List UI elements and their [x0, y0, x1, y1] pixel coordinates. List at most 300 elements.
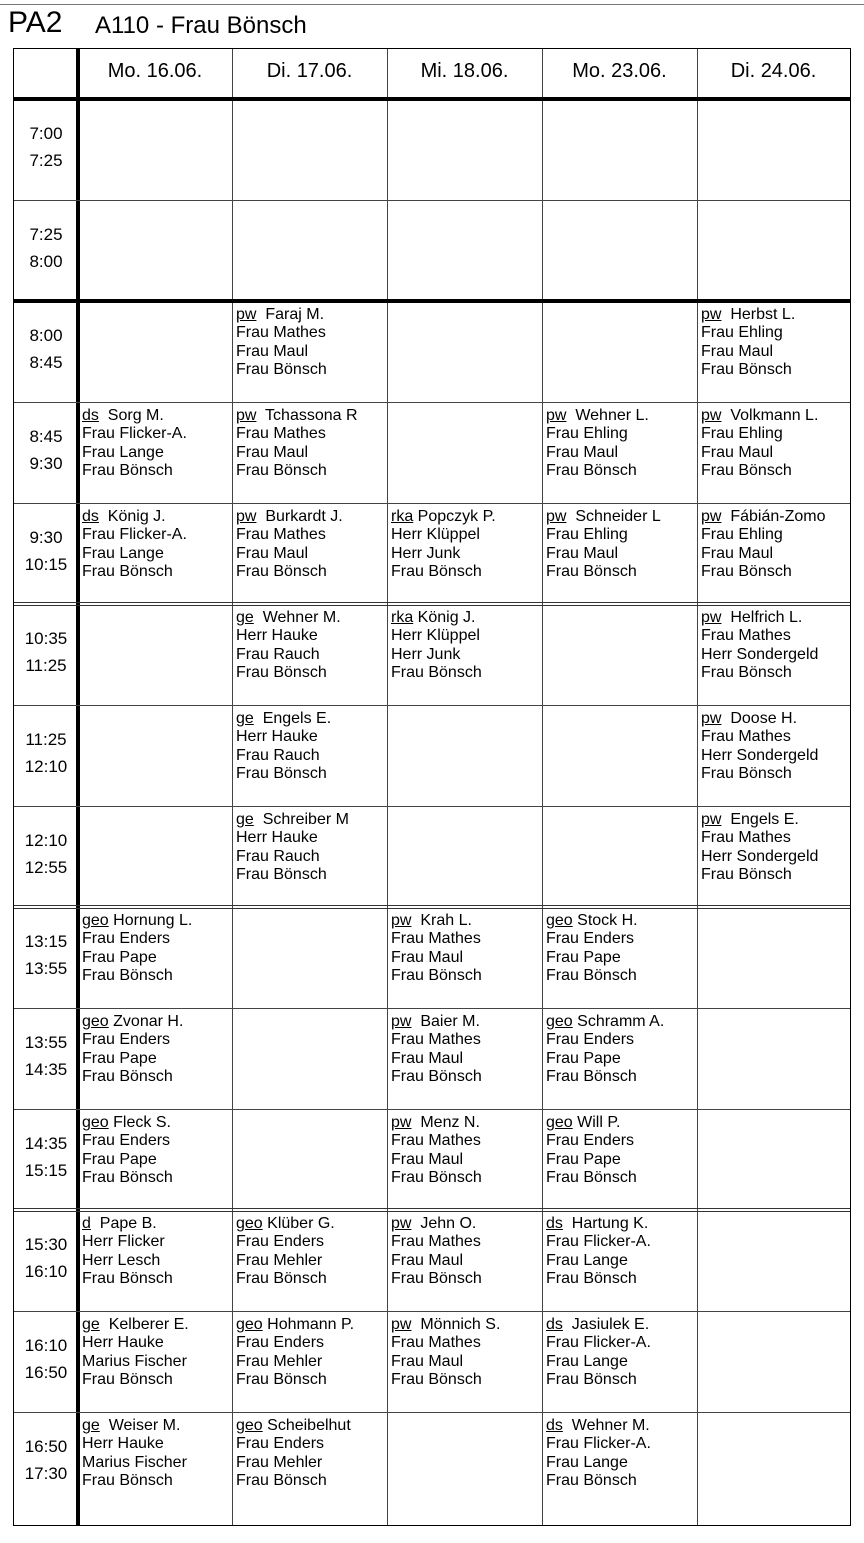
period-end: 12:55: [24, 858, 68, 877]
time-slot: [14, 1332, 78, 1412]
entry-heading: [701, 811, 849, 829]
student-name: Volkmann L.: [721, 407, 819, 424]
period-end: 16:10: [24, 1262, 68, 1281]
student-name: Herbst L.: [721, 306, 796, 323]
staff-name: Frau Bönsch: [391, 966, 482, 984]
entry-heading: [82, 1013, 231, 1031]
student-name: Engels E.: [721, 811, 799, 828]
staff-name: Frau Bönsch: [82, 966, 173, 984]
lesson-entry: [389, 503, 541, 604]
lesson-entry: [234, 1311, 386, 1412]
staff-name: Frau Mathes: [236, 526, 326, 544]
lesson-entry: [699, 503, 849, 604]
staff-name: Frau Bönsch: [82, 461, 173, 479]
subject-code: pw: [391, 1316, 412, 1333]
staff-name: Frau Rauch: [236, 645, 320, 663]
lesson-entry: [234, 1210, 386, 1311]
student-name: Hartung K.: [562, 1215, 649, 1232]
staff-name: Frau Bönsch: [391, 1269, 482, 1287]
period-start: 10:35: [24, 629, 68, 648]
staff-name: Frau Bönsch: [236, 663, 327, 681]
lesson-entry: [389, 1008, 541, 1109]
student-name: Fábián-Zomo: [721, 508, 826, 525]
subject-code: rka: [391, 609, 414, 626]
student-name: Menz N.: [411, 1114, 480, 1131]
staff-name: Frau Enders: [82, 1031, 171, 1049]
student-name: Klüber G.: [262, 1215, 335, 1232]
entry-heading: [701, 609, 849, 627]
staff-name: Herr Junk: [391, 645, 461, 663]
row-line: [14, 806, 850, 807]
staff-name: Herr Sondergeld: [701, 746, 819, 764]
entry-heading: [391, 508, 541, 526]
subject-code: ge: [82, 1316, 100, 1333]
time-slot: [14, 524, 78, 604]
lesson-entry: [234, 1412, 386, 1513]
period-end: 8:00: [29, 252, 63, 271]
staff-name: Frau Bönsch: [546, 1370, 637, 1388]
lesson-entry: [80, 503, 231, 604]
subject-code: pw: [391, 1215, 412, 1232]
period-end: 14:35: [24, 1060, 68, 1079]
period-start: 7:00: [29, 124, 63, 143]
entry-heading: [391, 609, 541, 627]
staff-name: Frau Bönsch: [701, 360, 792, 378]
period-start: 16:10: [24, 1336, 68, 1355]
staff-name: Frau Mathes: [391, 930, 481, 948]
entry-heading: [391, 1114, 541, 1132]
student-name: König J.: [413, 609, 476, 626]
staff-name: Frau Enders: [546, 930, 635, 948]
entry-heading: [546, 407, 696, 425]
time-slot: [14, 726, 78, 806]
day-header: Di. 17.06.: [266, 60, 353, 82]
entry-heading: [546, 1114, 696, 1132]
student-name: Krah L.: [411, 912, 472, 929]
lesson-entry: [699, 402, 849, 503]
student-name: Sorg M.: [98, 407, 164, 424]
staff-name: Frau Enders: [82, 1132, 171, 1150]
period-start: 13:55: [24, 1033, 68, 1052]
period-start: 12:10: [24, 831, 68, 850]
lesson-entry: [544, 402, 696, 503]
subject-code: geo: [82, 1013, 109, 1030]
staff-name: Frau Bönsch: [236, 562, 327, 580]
staff-name: Frau Bönsch: [236, 461, 327, 479]
subject-code: pw: [701, 306, 722, 323]
entry-heading: [82, 912, 231, 930]
subject-code: pw: [701, 407, 722, 424]
subject-code: geo: [546, 1114, 573, 1131]
row-line: [14, 402, 850, 403]
student-name: Schreiber M: [253, 811, 349, 828]
entry-heading: [546, 1316, 696, 1334]
row-line: [14, 1008, 850, 1009]
subject-code: pw: [391, 912, 412, 929]
staff-name: Frau Mathes: [236, 425, 326, 443]
staff-name: Frau Bönsch: [236, 764, 327, 782]
student-name: Kelberer E.: [99, 1316, 189, 1333]
subject-code: ds: [546, 1417, 563, 1434]
subject-code: geo: [546, 1013, 573, 1030]
staff-name: Frau Enders: [236, 1435, 325, 1453]
lesson-entry: [544, 1412, 696, 1513]
entry-heading: [391, 1316, 541, 1334]
staff-name: Frau Bönsch: [236, 1471, 327, 1489]
staff-name: Frau Mathes: [391, 1132, 481, 1150]
staff-name: Frau Bönsch: [701, 562, 792, 580]
period-start: 8:00: [29, 326, 63, 345]
day-header: Mo. 23.06.: [572, 60, 667, 82]
entry-heading: [546, 912, 696, 930]
staff-name: Frau Pape: [546, 948, 621, 966]
period-end: 17:30: [24, 1464, 68, 1483]
entry-heading: [82, 1114, 231, 1132]
staff-name: Frau Maul: [546, 544, 619, 562]
time-slot: [14, 322, 78, 402]
row-line: [14, 503, 850, 504]
staff-name: Frau Lange: [546, 1453, 628, 1471]
subject-code: rka: [391, 508, 414, 525]
subject-code: pw: [391, 1013, 412, 1030]
lesson-entry: [389, 1109, 541, 1210]
staff-name: Herr Hauke: [236, 627, 318, 645]
student-name: Helfrich L.: [721, 609, 803, 626]
period-end: 13:55: [24, 959, 68, 978]
student-name: Fleck S.: [108, 1114, 171, 1131]
subject-code: ge: [236, 710, 254, 727]
staff-name: Frau Enders: [236, 1233, 325, 1251]
row-line: [14, 1311, 850, 1312]
period-end: 12:10: [24, 757, 68, 776]
entry-heading: [546, 1417, 696, 1435]
time-slot: [14, 1231, 78, 1311]
staff-name: Marius Fischer: [82, 1352, 187, 1370]
class-code: PA2: [8, 6, 63, 39]
staff-name: Frau Maul: [236, 544, 309, 562]
student-name: Pape B.: [90, 1215, 157, 1232]
period-start: 13:15: [24, 932, 68, 951]
staff-name: Frau Bönsch: [701, 865, 792, 883]
period-end: 7:25: [29, 151, 63, 170]
subject-code: pw: [701, 710, 722, 727]
period-end: 8:45: [29, 353, 63, 372]
entry-heading: [236, 306, 386, 324]
period-end: 10:15: [24, 555, 68, 574]
staff-name: Frau Pape: [82, 1150, 157, 1168]
time-slot: [14, 1029, 78, 1109]
staff-name: Frau Flicker-A.: [546, 1334, 651, 1352]
staff-name: Frau Flicker-A.: [546, 1435, 651, 1453]
staff-name: Frau Mehler: [236, 1251, 323, 1269]
staff-name: Frau Bönsch: [82, 1370, 173, 1388]
subject-code: geo: [236, 1215, 263, 1232]
student-name: Jehn O.: [411, 1215, 477, 1232]
staff-name: Frau Bönsch: [82, 1168, 173, 1186]
time-slot: [14, 625, 78, 705]
staff-name: Frau Bönsch: [546, 1168, 637, 1186]
staff-name: Frau Mathes: [391, 1031, 481, 1049]
staff-name: Frau Mathes: [701, 829, 791, 847]
subject-code: pw: [701, 508, 722, 525]
student-name: Wehner M.: [562, 1417, 650, 1434]
subject-code: geo: [546, 912, 573, 929]
time-slot: [14, 928, 78, 1008]
period-end: 15:15: [24, 1161, 68, 1180]
student-name: Zvonar H.: [108, 1013, 184, 1030]
subject-code: ge: [82, 1417, 100, 1434]
staff-name: Frau Mathes: [391, 1334, 481, 1352]
period-end: 11:25: [25, 656, 67, 675]
staff-name: Frau Maul: [391, 1049, 464, 1067]
staff-name: Frau Maul: [236, 342, 309, 360]
staff-name: Frau Maul: [701, 544, 774, 562]
staff-name: Frau Pape: [546, 1150, 621, 1168]
subject-code: geo: [236, 1316, 263, 1333]
subject-code: ge: [236, 609, 254, 626]
student-name: Hohmann P.: [262, 1316, 355, 1333]
staff-name: Frau Bönsch: [391, 663, 482, 681]
staff-name: Frau Bönsch: [546, 461, 637, 479]
period-start: 11:25: [25, 730, 67, 749]
student-name: Jasiulek E.: [562, 1316, 650, 1333]
student-name: Scheibelhut: [262, 1417, 351, 1434]
row-line: [14, 705, 850, 706]
day-header: Di. 24.06.: [730, 60, 817, 82]
staff-name: Herr Flicker: [82, 1233, 165, 1251]
subject-code: pw: [236, 407, 257, 424]
staff-name: Herr Klüppel: [391, 526, 480, 544]
staff-name: Frau Bönsch: [546, 966, 637, 984]
student-name: Doose H.: [721, 710, 798, 727]
student-name: Faraj M.: [256, 306, 325, 323]
subject-code: ge: [236, 811, 254, 828]
lesson-entry: [80, 1210, 231, 1311]
lesson-entry: [80, 907, 231, 1008]
staff-name: Frau Maul: [391, 1150, 464, 1168]
staff-name: Herr Klüppel: [391, 627, 480, 645]
staff-name: Frau Mathes: [236, 324, 326, 342]
staff-name: Frau Mathes: [701, 627, 791, 645]
lesson-entry: [80, 1109, 231, 1210]
lesson-entry: [80, 402, 231, 503]
time-slot: [14, 827, 78, 907]
subject-code: pw: [546, 407, 567, 424]
staff-name: Frau Lange: [82, 443, 164, 461]
student-name: Schneider L: [566, 508, 661, 525]
staff-name: Frau Bönsch: [546, 1471, 637, 1489]
lesson-entry: [234, 806, 386, 907]
period-start: 16:50: [24, 1437, 68, 1456]
entry-heading: [236, 811, 386, 829]
entry-heading: [391, 912, 541, 930]
entry-heading: [82, 1417, 231, 1435]
row-line: [14, 200, 850, 201]
student-name: Will P.: [572, 1114, 621, 1131]
time-slot: [14, 221, 78, 301]
entry-heading: [236, 710, 386, 728]
staff-name: Frau Flicker-A.: [82, 425, 187, 443]
subject-code: ds: [82, 407, 99, 424]
entry-heading: [546, 508, 696, 526]
student-name: Schramm A.: [572, 1013, 665, 1030]
lesson-entry: [389, 1210, 541, 1311]
lesson-entry: [544, 907, 696, 1008]
lesson-entry: [389, 604, 541, 705]
break-divider-double: [14, 602, 850, 606]
staff-name: Herr Sondergeld: [701, 847, 819, 865]
student-name: Popczyk P.: [413, 508, 496, 525]
staff-name: Frau Bönsch: [82, 1067, 173, 1085]
lesson-entry: [234, 301, 386, 402]
subject-code: pw: [391, 1114, 412, 1131]
student-name: Tchassona R: [256, 407, 358, 424]
student-name: Mönnich S.: [411, 1316, 501, 1333]
entry-heading: [82, 407, 231, 425]
staff-name: Frau Maul: [701, 342, 774, 360]
staff-name: Frau Pape: [82, 1049, 157, 1067]
subject-code: geo: [82, 912, 109, 929]
lesson-entry: [234, 705, 386, 806]
lesson-entry: [389, 1311, 541, 1412]
lesson-entry: [544, 1311, 696, 1412]
lesson-entry: [699, 705, 849, 806]
staff-name: Frau Maul: [391, 948, 464, 966]
student-name: Burkardt J.: [256, 508, 343, 525]
lesson-entry: [699, 301, 849, 402]
entry-heading: [546, 1013, 696, 1031]
day-header: Mi. 18.06.: [420, 60, 509, 82]
grid-column-line: [387, 49, 388, 1526]
row-line: [14, 1412, 850, 1413]
lesson-entry: [389, 907, 541, 1008]
lesson-entry: [544, 503, 696, 604]
staff-name: Frau Bönsch: [236, 1370, 327, 1388]
lesson-entry: [544, 1210, 696, 1311]
entry-heading: [236, 609, 386, 627]
entry-heading: [236, 407, 386, 425]
staff-name: Frau Bönsch: [236, 865, 327, 883]
period-end: 16:50: [24, 1363, 68, 1382]
staff-name: Herr Hauke: [236, 728, 318, 746]
time-slot: [14, 1130, 78, 1210]
staff-name: Frau Bönsch: [82, 1471, 173, 1489]
entry-heading: [82, 508, 231, 526]
staff-name: Frau Bönsch: [546, 562, 637, 580]
staff-name: Frau Maul: [546, 443, 619, 461]
subject-code: ds: [82, 508, 99, 525]
staff-name: Frau Bönsch: [82, 1269, 173, 1287]
break-divider-thick: [14, 299, 850, 303]
room-teacher-title: A110 - Frau Bönsch: [95, 12, 307, 39]
staff-name: Frau Maul: [236, 443, 309, 461]
staff-name: Herr Lesch: [82, 1251, 161, 1269]
staff-name: Frau Ehling: [701, 526, 783, 544]
student-name: König J.: [98, 508, 166, 525]
period-start: 14:35: [24, 1134, 68, 1153]
subject-code: geo: [236, 1417, 263, 1434]
student-name: Weiser M.: [99, 1417, 181, 1434]
staff-name: Frau Mathes: [701, 728, 791, 746]
staff-name: Frau Flicker-A.: [82, 526, 187, 544]
time-column-divider: [76, 49, 80, 1526]
break-divider-double: [14, 1208, 850, 1212]
header-divider: [14, 97, 850, 101]
staff-name: Frau Bönsch: [391, 1067, 482, 1085]
student-name: Baier M.: [411, 1013, 480, 1030]
subject-code: pw: [236, 508, 257, 525]
lesson-entry: [80, 1311, 231, 1412]
student-name: Wehner L.: [566, 407, 649, 424]
entry-heading: [701, 407, 849, 425]
lesson-entry: [699, 604, 849, 705]
break-divider-double: [14, 905, 850, 909]
time-slot: [14, 423, 78, 503]
entry-heading: [546, 1215, 696, 1233]
staff-name: Frau Bönsch: [701, 663, 792, 681]
student-name: Engels E.: [253, 710, 332, 727]
staff-name: Frau Maul: [391, 1352, 464, 1370]
row-line: [14, 1109, 850, 1110]
lesson-entry: [80, 1412, 231, 1513]
grid-column-line: [232, 49, 233, 1526]
timetable: [13, 48, 851, 1526]
staff-name: Frau Bönsch: [82, 562, 173, 580]
staff-name: Herr Hauke: [82, 1435, 164, 1453]
subject-code: pw: [701, 811, 722, 828]
staff-name: Frau Rauch: [236, 847, 320, 865]
staff-name: Frau Lange: [546, 1251, 628, 1269]
student-name: Hornung L.: [108, 912, 193, 929]
staff-name: Frau Lange: [82, 544, 164, 562]
staff-name: Frau Mehler: [236, 1352, 323, 1370]
staff-name: Frau Maul: [391, 1251, 464, 1269]
staff-name: Herr Sondergeld: [701, 645, 819, 663]
subject-code: pw: [701, 609, 722, 626]
day-header: Mo. 16.06.: [107, 60, 203, 82]
staff-name: Frau Ehling: [546, 425, 628, 443]
staff-name: Frau Bönsch: [391, 1370, 482, 1388]
subject-code: ds: [546, 1316, 563, 1333]
subject-code: pw: [236, 306, 257, 323]
time-slot: [14, 120, 78, 200]
staff-name: Frau Enders: [82, 930, 171, 948]
staff-name: Herr Junk: [391, 544, 461, 562]
entry-heading: [391, 1215, 541, 1233]
staff-name: Frau Bönsch: [701, 461, 792, 479]
staff-name: Frau Pape: [82, 948, 157, 966]
staff-name: Frau Bönsch: [546, 1067, 637, 1085]
period-start: 7:25: [29, 225, 63, 244]
staff-name: Frau Flicker-A.: [546, 1233, 651, 1251]
staff-name: Frau Rauch: [236, 746, 320, 764]
subject-code: geo: [82, 1114, 109, 1131]
staff-name: Frau Enders: [236, 1334, 325, 1352]
period-start: 8:45: [29, 427, 63, 446]
lesson-entry: [699, 806, 849, 907]
staff-name: Frau Ehling: [701, 324, 783, 342]
time-slot: [14, 1433, 78, 1513]
subject-code: d: [82, 1215, 91, 1232]
entry-heading: [236, 1215, 386, 1233]
entry-heading: [701, 508, 849, 526]
lesson-entry: [544, 1008, 696, 1109]
staff-name: Frau Mehler: [236, 1453, 323, 1471]
grid-column-line: [697, 49, 698, 1526]
student-name: Wehner M.: [253, 609, 341, 626]
staff-name: Frau Ehling: [546, 526, 628, 544]
entry-heading: [236, 508, 386, 526]
